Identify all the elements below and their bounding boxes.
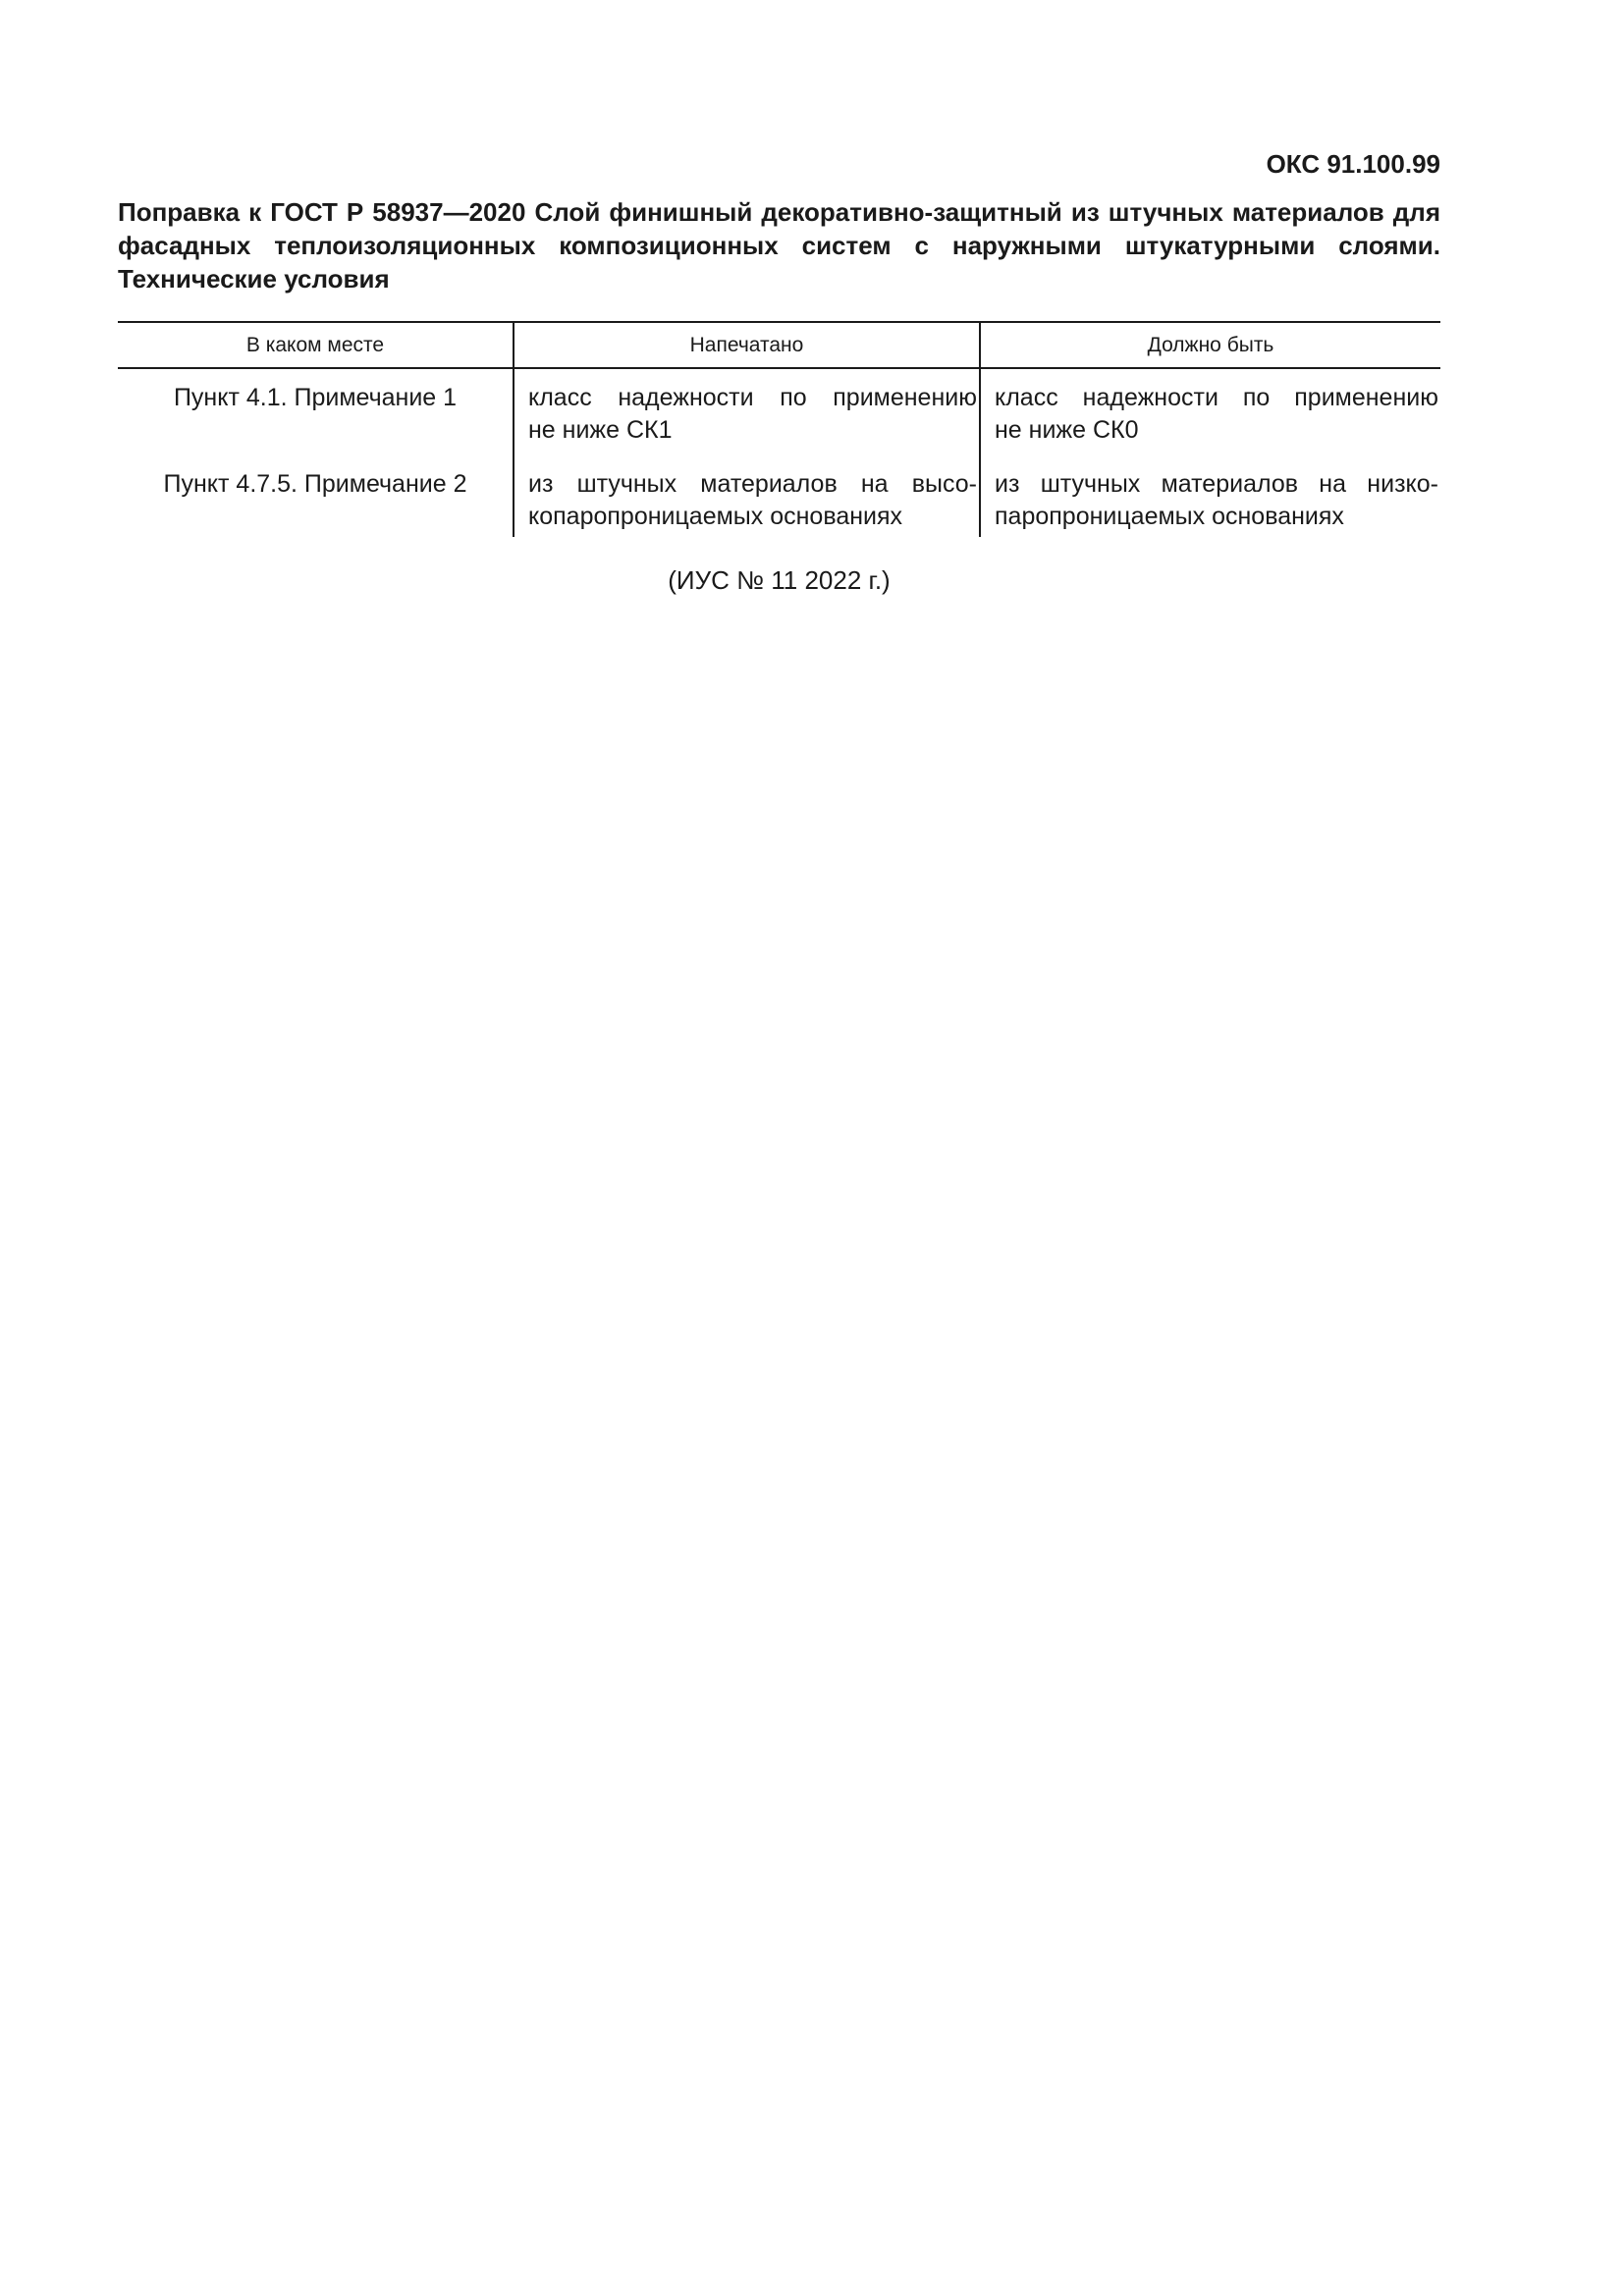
cell-line: класс надежности по применению: [995, 384, 1438, 411]
cell-printed: [514, 466, 980, 537]
oks-code: ОКС 91.100.99: [1266, 149, 1440, 179]
cell-place: Пункт 4.7.5. Примечание 2: [163, 470, 467, 498]
cell-line: из штучных материалов на низко-: [995, 470, 1438, 498]
cell-line: не ниже СК0: [995, 416, 1139, 444]
amendment-title: Поправка к ГОСТ Р 58937—2020 Слой финишный декоративно-защитный из штучных материалов для фасадных теплоизоляционных композиционных систем с наружными штукатурными слоями. Технические условия: [118, 197, 1440, 294]
cell-printed: [514, 368, 980, 466]
column-header-place: В каком месте: [118, 322, 514, 368]
ius-reference: (ИУС № 11 2022 г.): [668, 565, 891, 595]
amendment-table: [118, 321, 1440, 537]
table-header-row: [118, 322, 1440, 368]
cell-place: Пункт 4.1. Примечание 1: [173, 384, 458, 411]
cell-line: паропроницаемых основаниях: [995, 503, 1344, 530]
cell-line: копаропроницаемых основаниях: [528, 503, 903, 530]
cell-line: из штучных материалов на высо-: [528, 470, 977, 498]
table-row: [118, 466, 1440, 537]
column-header-should-be: Должно быть: [980, 322, 1440, 368]
cell-should-be: [980, 466, 1440, 537]
cell-line: класс надежности по применению: [528, 384, 977, 411]
column-header-printed: Напечатано: [514, 322, 980, 368]
cell-line: не ниже СК1: [528, 416, 673, 444]
cell-should-be: [980, 368, 1440, 466]
table-row: [118, 368, 1440, 466]
